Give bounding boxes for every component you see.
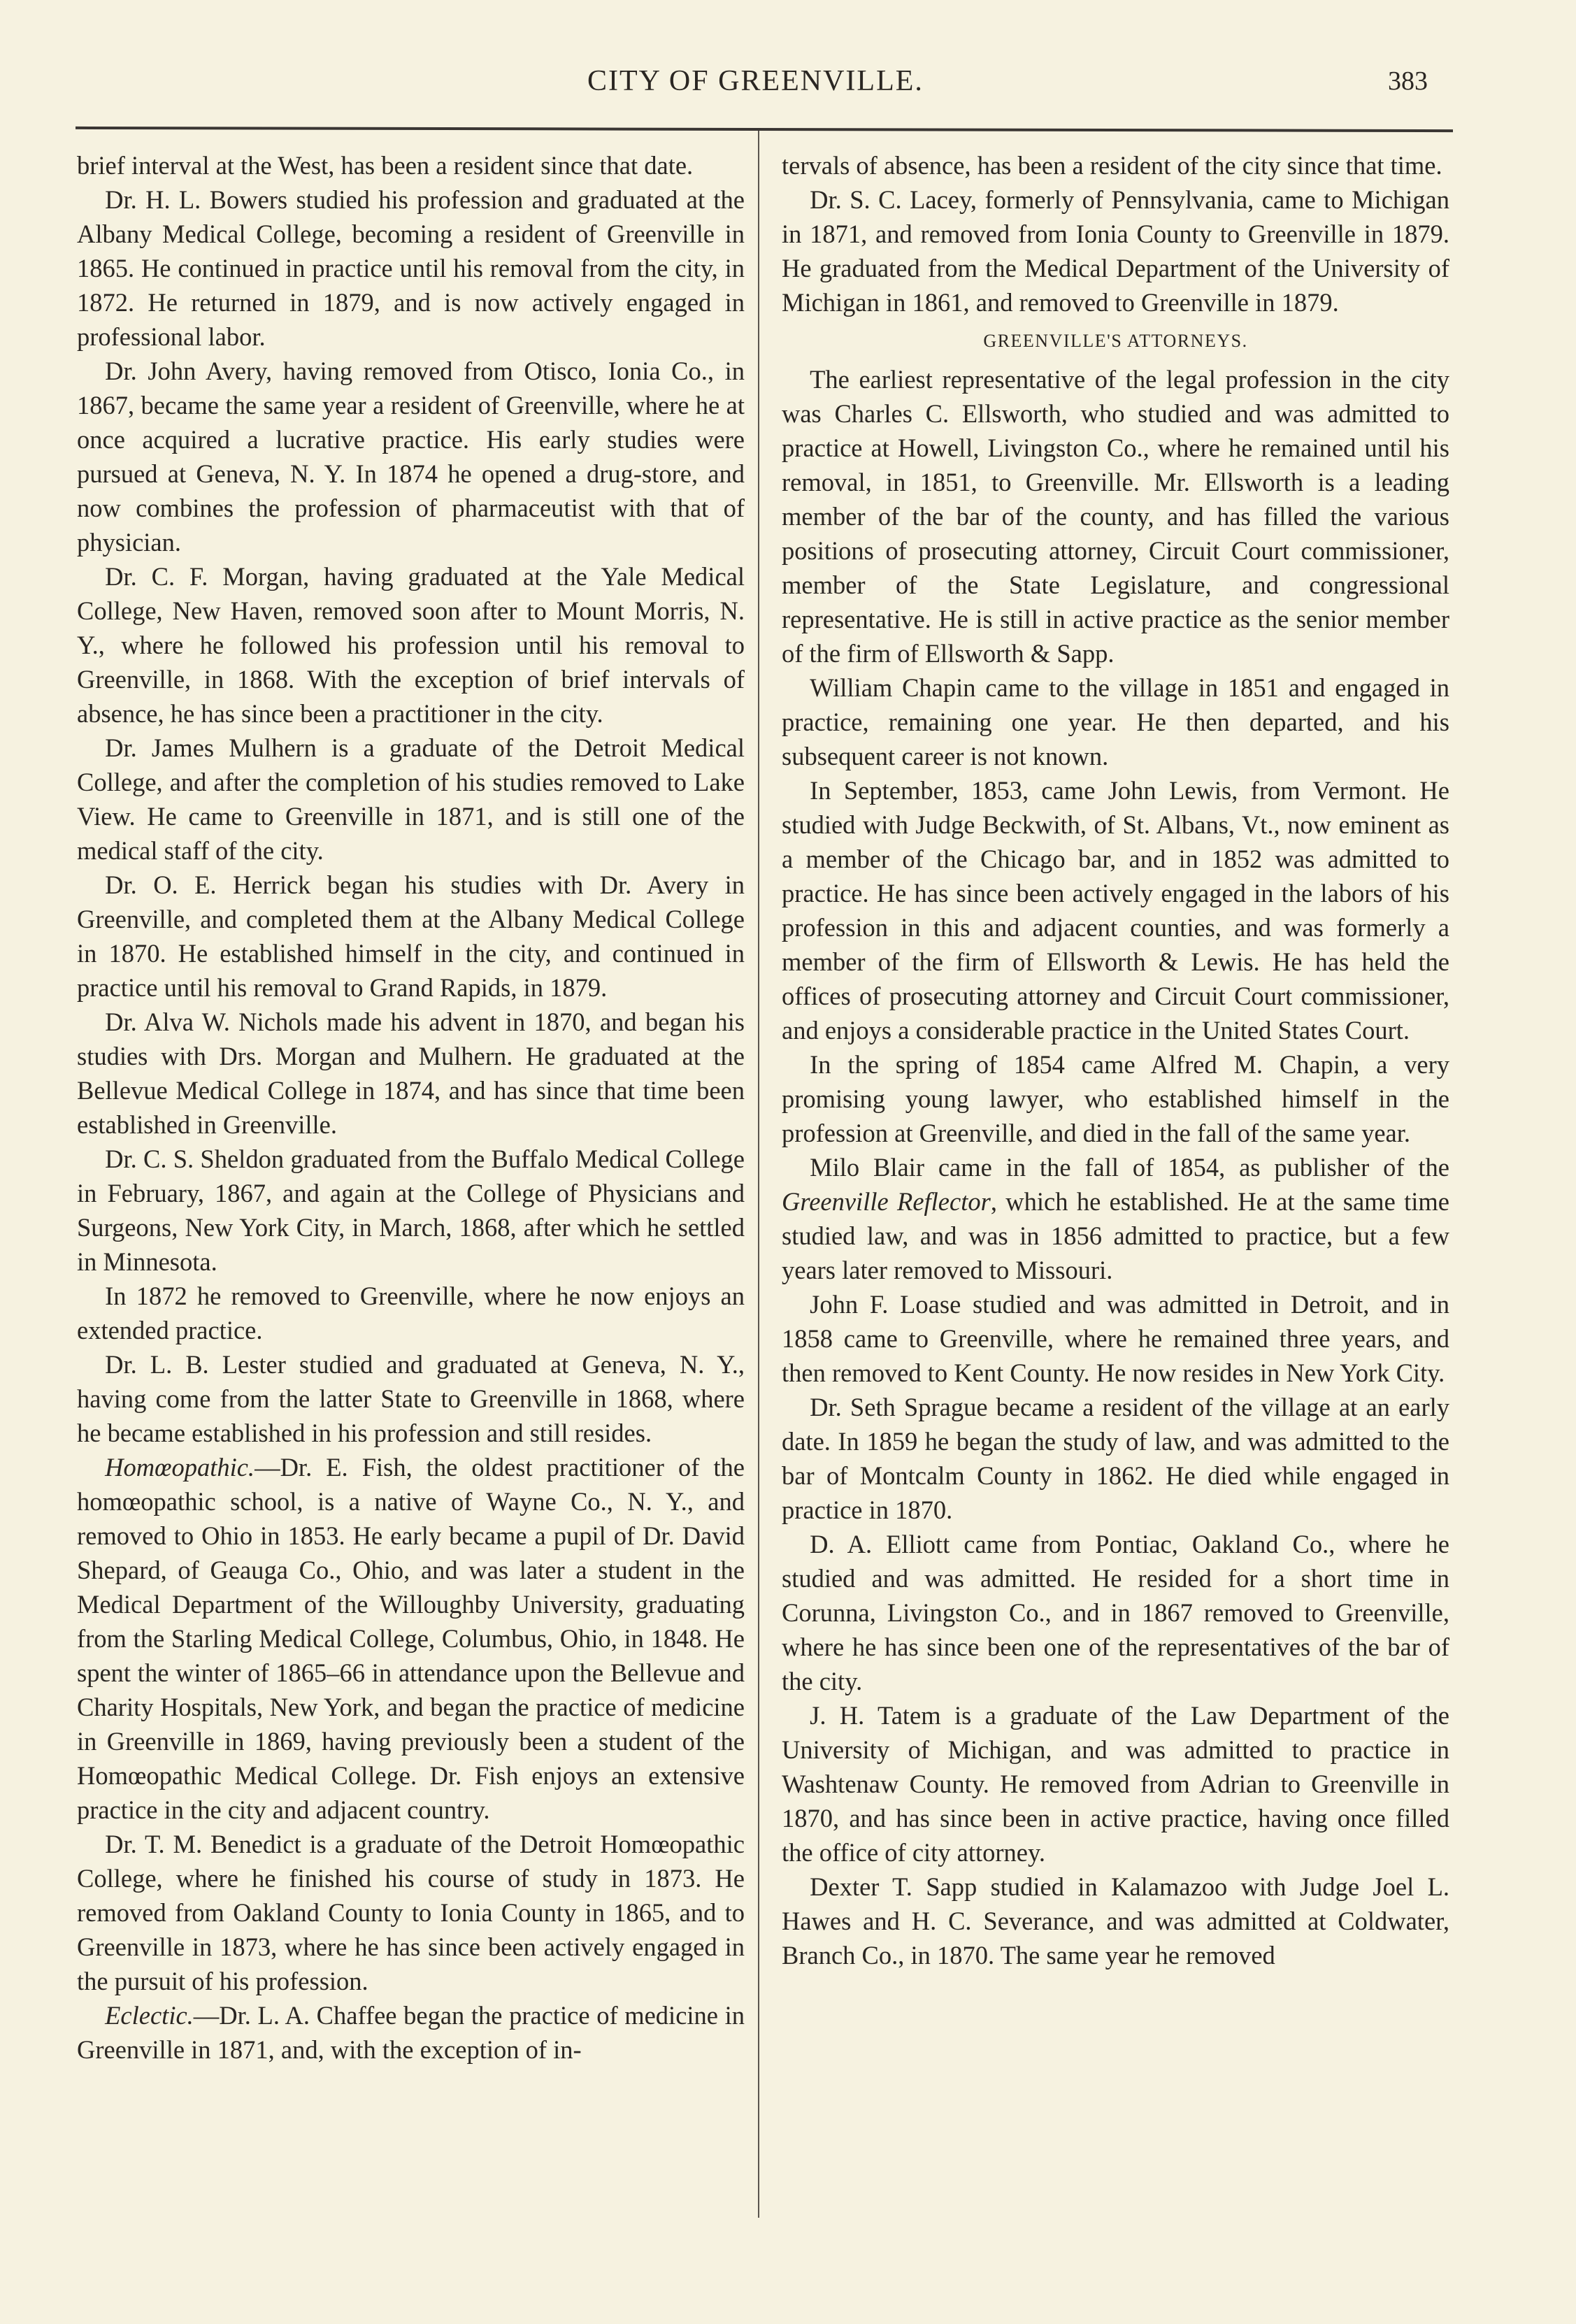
paragraph-text: John F. Loase studied and was admitted in Detroit, and in 1858 came to Greenville, where he remained three years, and then removed to Kent County. He now resides in New York City. xyxy=(782,1290,1449,1387)
paragraph xyxy=(77,1279,745,1347)
paragraph-text: Dr. L. B. Lester studied and graduated at Geneva, N. Y., having come from the latter State to Greenville in 1868, where he became established in his profession and still resides. xyxy=(77,1350,745,1447)
paragraph xyxy=(782,773,1449,1047)
header-rule xyxy=(76,127,1453,132)
paragraph xyxy=(782,362,1449,670)
paragraph xyxy=(77,1005,745,1142)
paragraph-text: —Dr. L. A. Chaffee began the practice of medicine in Greenville in 1871, and, with the exception of in- xyxy=(77,2001,745,2064)
paragraph-text: The earliest representative of the legal profession in the city was Charles C. Ellsworth, who studied and was admitted to practice at Howell, Livingston Co., where he remained until his removal, in 1851, to Greenville. Mr. Ellsworth is a leading member of the bar of the county, and has filled the various positions of prosecuting attorney, Circuit Court commissioner, member of the State Legislature, and congressional representative. He is still in active practice as the senior member of the firm of Ellsworth & Sapp. xyxy=(782,365,1449,668)
paragraph xyxy=(782,1527,1449,1698)
paragraph-text: Dr. Seth Sprague became a resident of the village at an early date. In 1859 he began the study of law, and was admitted to the bar of Montcalm County in 1862. He died while engaged in practice in 1870. xyxy=(782,1393,1449,1524)
paragraph xyxy=(782,1698,1449,1870)
paragraph-text: Dr. C. F. Morgan, having graduated at the Yale Medical College, New Haven, removed soon after to Mount Morris, N. Y., where he followed his profession until his removal to Greenville, in 1868. With the exception of brief intervals of absence, he has since been a practitioner in the city. xyxy=(77,562,745,728)
paragraph xyxy=(77,1998,745,2067)
paragraph xyxy=(77,148,745,182)
paragraph-text: Milo Blair came in the fall of 1854, as publisher of the xyxy=(810,1153,1449,1182)
paragraph xyxy=(782,670,1449,773)
right-column xyxy=(782,148,1449,1972)
paragraph-text: Dr. S. C. Lacey, formerly of Pennsylvania, came to Michigan in 1871, and removed from Ionia County to Greenville in 1879. He graduated from the Medical Department of the University of Michigan in 1861, and removed to Greenville in 1879. xyxy=(782,185,1449,317)
paragraph xyxy=(782,1047,1449,1150)
paragraph-text: Dr. Alva W. Nichols made his advent in 1870, and began his studies with Drs. Morgan and Mulhern. He graduated at the Bellevue Medical College in 1874, and has since that time been established in Greenville. xyxy=(77,1007,745,1139)
paragraph xyxy=(77,731,745,868)
paragraph-text: Dexter T. Sapp studied in Kalamazoo with Judge Joel L. Hawes and H. C. Severance, and was admitted at Coldwater, Branch Co., in 1870. The same year he removed xyxy=(782,1872,1449,1970)
paragraph xyxy=(782,182,1449,320)
paragraph xyxy=(782,1150,1449,1287)
paragraph-text: Dr. T. M. Benedict is a graduate of the Detroit Homœopathic College, where he finished his course of study in 1873. He removed from Oakland County to Ionia County in 1865, and to Greenville in 1873, where he has since been actively engaged in the pursuit of his profession. xyxy=(77,1830,745,1995)
paragraph-text: In September, 1853, came John Lewis, from Vermont. He studied with Judge Beckwith, of St. Albans, Vt., now eminent as a member of the Chicago bar, and in 1852 was admitted to practice. He has since been actively engaged in the labors of his profession in this and adjacent counties, and was formerly a member of the firm of Ellsworth & Lewis. He has held the offices of prosecuting attorney and Circuit Court commissioner, and enjoys a considerable practice in the United States Court. xyxy=(782,776,1449,1045)
paragraph xyxy=(77,1142,745,1279)
section-lead: Eclectic. xyxy=(105,2001,194,2030)
paragraph-text: William Chapin came to the village in 1851 and engaged in practice, remaining one year. He then departed, and his subsequent career is not known. xyxy=(782,673,1449,770)
paragraph xyxy=(77,1347,745,1450)
paragraph xyxy=(77,559,745,731)
paragraph xyxy=(782,148,1449,182)
paragraph-text: Dr. C. S. Sheldon graduated from the Buffalo Medical College in February, 1867, and again at the College of Physicians and Surgeons, New York City, in March, 1868, after which he settled in Minnesota. xyxy=(77,1145,745,1276)
paragraph-text: Dr. H. L. Bowers studied his profession and graduated at the Albany Medical College, becoming a resident of Greenville in 1865. He continued in practice until his removal from the city, in 1872. He returned in 1879, and is now actively engaged in professional labor. xyxy=(77,185,745,351)
paragraph xyxy=(77,182,745,354)
paragraph-text: In the spring of 1854 came Alfred M. Chapin, a very promising young lawyer, who established himself in the profession at Greenville, and died in the fall of the same year. xyxy=(782,1050,1449,1147)
paragraph-text: Dr. O. E. Herrick began his studies with Dr. Avery in Greenville, and completed them at the Albany Medical College in 1870. He established himself in the city, and continued in practice until his removal to Grand Rapids, in 1879. xyxy=(77,870,745,1002)
page-number: 383 xyxy=(1388,66,1428,96)
paragraph-text: In 1872 he removed to Greenville, where he now enjoys an extended practice. xyxy=(77,1282,745,1344)
paragraph-text: tervals of absence, has been a resident of the city since that time. xyxy=(782,151,1442,180)
paragraph xyxy=(77,354,745,559)
paragraph xyxy=(782,1390,1449,1527)
left-column xyxy=(77,148,745,2067)
paragraph-text: J. H. Tatem is a graduate of the Law Department of the University of Michigan, and was admitted to practice in Washtenaw County. He removed from Adrian to Greenville in 1870, and has since been in active practice, having once filled the office of city attorney. xyxy=(782,1701,1449,1867)
running-head xyxy=(0,64,1576,106)
section-heading: GREENVILLE'S ATTORNEYS. xyxy=(983,331,1248,351)
paragraph-text: brief interval at the West, has been a resident since that date. xyxy=(77,151,694,180)
paragraph xyxy=(77,1450,745,1827)
paragraph xyxy=(782,1870,1449,1972)
column-divider xyxy=(758,131,759,2218)
publication-title: Greenville Reflector xyxy=(782,1187,991,1216)
paragraph-text: Dr. James Mulhern is a graduate of the Detroit Medical College, and after the completion of his studies removed to Lake View. He came to Greenville in 1871, and is still one of the medical staff of the city. xyxy=(77,733,745,865)
section-lead: Homœopathic. xyxy=(105,1453,255,1482)
page-title: CITY OF GREENVILLE. xyxy=(587,65,924,97)
paragraph-text: —Dr. E. Fish, the oldest practitioner of the homœopathic school, is a native of Wayne Co., N. Y., and removed to Ohio in 1853. He early became a pupil of Dr. David Shepard, of Geauga Co., Ohio, and was later a student in the Medical Department of the Willoughby University, graduating from the Starling Medical College, Columbus, Ohio, in 1848. He spent the winter of 1865–66 in attendance upon the Bellevue and Charity Hospitals, New York, and began the practice of medicine in Greenville in 1869, having previously been a student of the Homœopathic Medical College. Dr. Fish enjoys an extensive practice in the city and adjacent country. xyxy=(77,1453,745,1824)
paragraph-text: Dr. John Avery, having removed from Otisco, Ionia Co., in 1867, became the same year a resident of Greenville, where he at once acquired a lucrative practice. His early studies were pursued at Geneva, N. Y. In 1874 he opened a drug-store, and now combines the profession of pharmaceutist with that of physician. xyxy=(77,357,745,557)
paragraph-text: , which he established. He at the same time studied law, and was in 1856 admitted to practice, but a few years later removed to Missouri. xyxy=(782,1187,1449,1284)
paragraph xyxy=(77,1827,745,1998)
paragraph xyxy=(77,868,745,1005)
paragraph-text: D. A. Elliott came from Pontiac, Oakland Co., where he studied and was admitted. He resided for a short time in Corunna, Livingston Co., and in 1867 removed to Greenville, where he has since been one of the representatives of the bar of the city. xyxy=(782,1530,1449,1695)
paragraph xyxy=(782,1287,1449,1390)
